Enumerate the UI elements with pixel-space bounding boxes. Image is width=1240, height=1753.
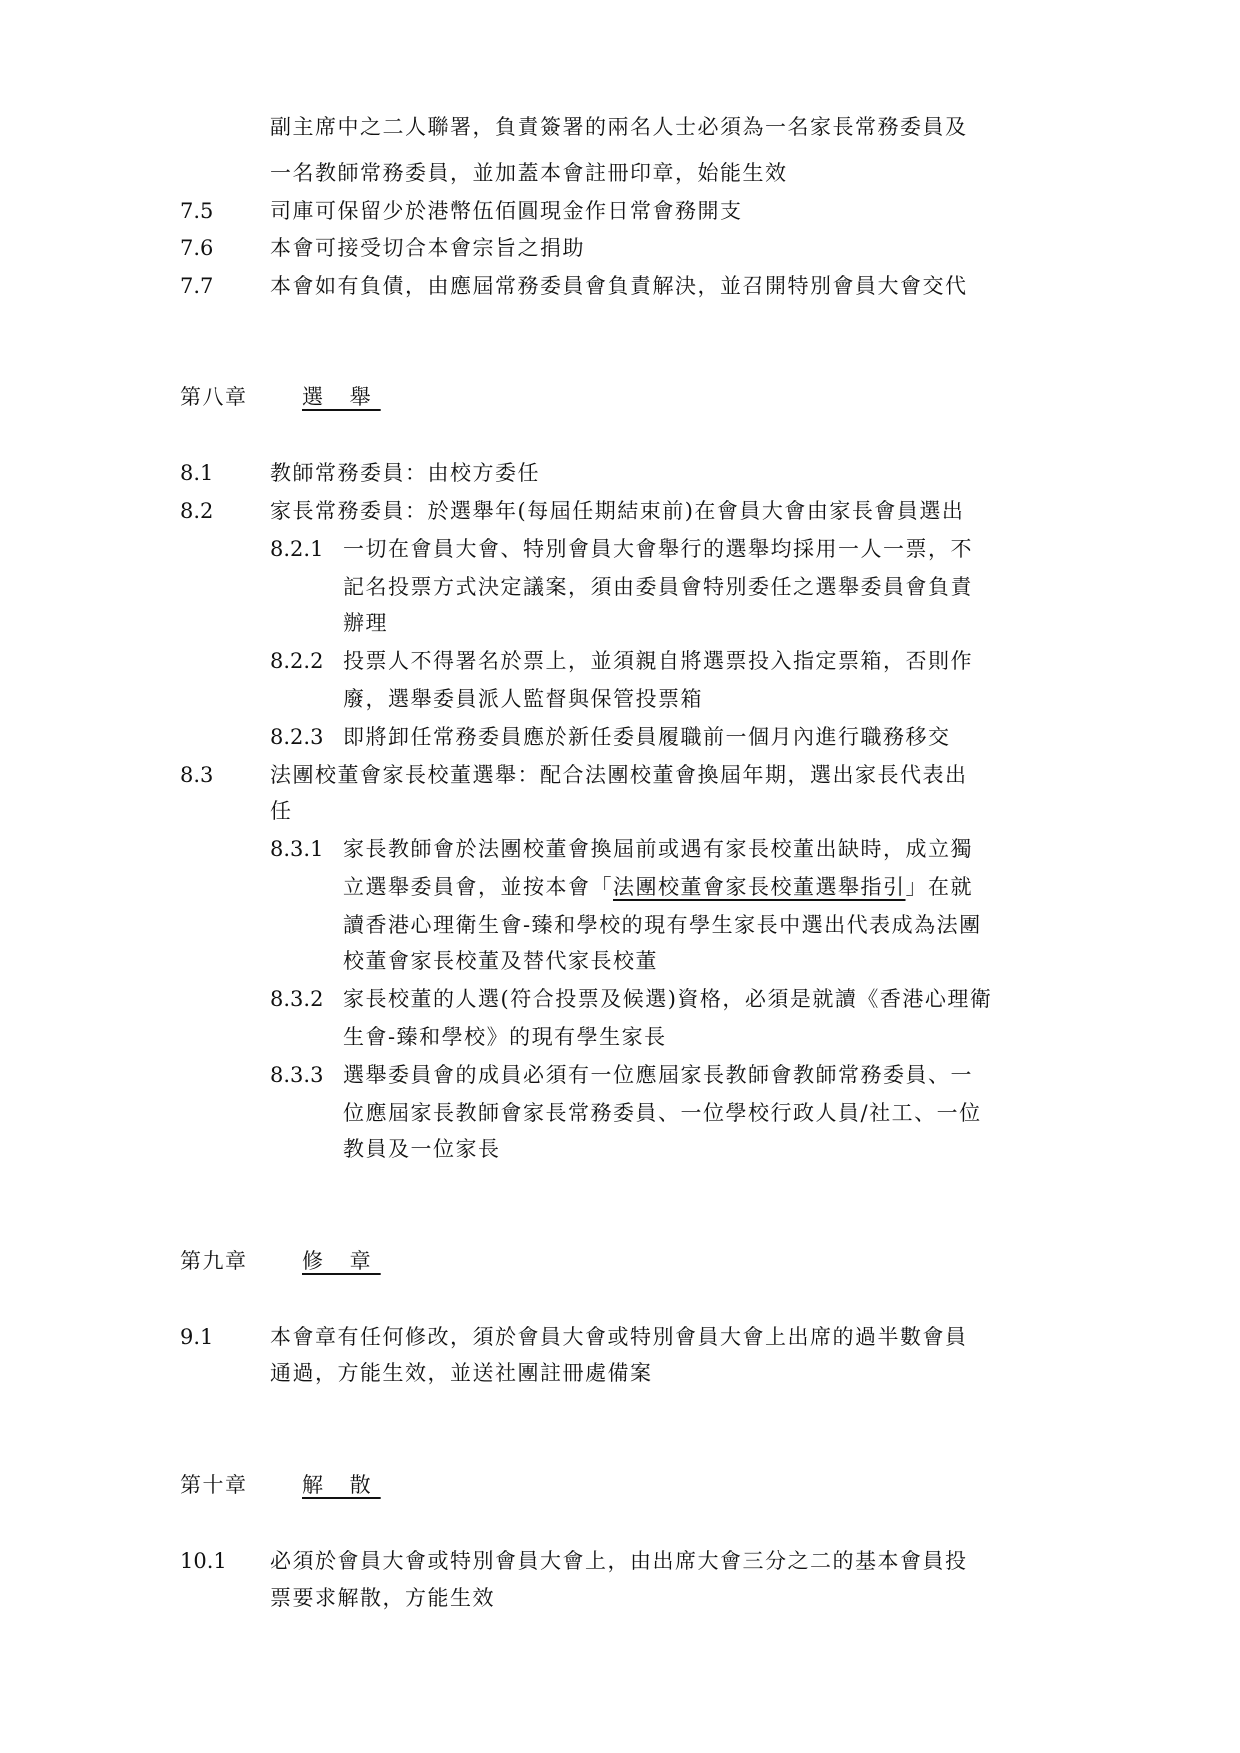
clause-text-7-7: 本會如有負債，由應屆常務委員會負責解決，並召開特別會員大會交代 bbox=[270, 274, 968, 298]
clause-text-8-3-1-line-2 bbox=[343, 872, 973, 902]
clause-text-8-3-1-line-2-post: 」在就 bbox=[905, 875, 973, 899]
clause-text-8-3-2-line-2: 生會-臻和學校》的現有學生家長 bbox=[343, 1025, 667, 1049]
clause-text-8-2: 家長常務委員：於選舉年(每屆任期結束前)在會員大會由家長會員選出 bbox=[270, 499, 965, 523]
s7-cont-line-1: 副主席中之二人聯署，負責簽署的兩名人士必須為一名家長常務委員及 bbox=[270, 115, 968, 139]
clause-text-8-1: 教師常務委員：由校方委任 bbox=[270, 461, 540, 485]
clause-text-9-1-line-1: 本會章有任何修改，須於會員大會或特別會員大會上出席的過半數會員 bbox=[270, 1325, 968, 1349]
clause-number-10-1: 10.1 bbox=[180, 1549, 227, 1573]
chapter-8-title: 選 舉 bbox=[302, 385, 381, 409]
clause-text-8-2-2-line-2: 廢，選舉委員派人監督與保管投票箱 bbox=[343, 687, 703, 711]
clause-number-8-3-1: 8.3.1 bbox=[270, 837, 324, 861]
s7-cont-line-2: 一名教師常務委員，並加蓋本會註冊印章，始能生效 bbox=[270, 161, 788, 185]
clause-number-9-1: 9.1 bbox=[180, 1325, 214, 1349]
clause-text-8-3-line-2: 任 bbox=[270, 799, 293, 823]
clause-text-8-2-3: 即將卸任常務委員應於新任委員履職前一個月內進行職務移交 bbox=[343, 725, 951, 749]
clause-number-7-5: 7.5 bbox=[180, 199, 214, 223]
clause-text-8-3-1-line-4: 校董會家長校董及替代家長校董 bbox=[343, 949, 658, 973]
clause-number-8-3-2: 8.3.2 bbox=[270, 987, 324, 1011]
clause-text-8-3-1-line-2-pre: 立選舉委員會，並按本會「 bbox=[343, 875, 613, 899]
clause-text-7-6: 本會可接受切合本會宗旨之捐助 bbox=[270, 236, 585, 260]
clause-text-8-3-3-line-2: 位應屆家長教師會家長常務委員、一位學校行政人員/社工、一位 bbox=[343, 1101, 982, 1125]
chapter-9-title: 修 章 bbox=[302, 1249, 381, 1273]
chapter-10-label: 第十章 bbox=[180, 1473, 248, 1497]
clause-text-8-3-3-line-3: 教員及一位家長 bbox=[343, 1137, 501, 1161]
clause-text-8-3-line-1: 法團校董會家長校董選舉：配合法團校董會換屆年期，選出家長代表出 bbox=[270, 763, 968, 787]
clause-number-8-2: 8.2 bbox=[180, 499, 214, 523]
clause-text-8-3-1-line-3: 讀香港心理衛生會-臻和學校的現有學生家長中選出代表成為法團 bbox=[343, 913, 982, 937]
election-guideline-reference: 法團校董會家長校董選舉指引 bbox=[613, 875, 906, 899]
clause-number-7-7: 7.7 bbox=[180, 274, 214, 298]
clause-number-8-2-1: 8.2.1 bbox=[270, 537, 324, 561]
clause-text-8-3-3-line-1: 選舉委員會的成員必須有一位應屆家長教師會教師常務委員、一 bbox=[343, 1063, 973, 1087]
clause-text-9-1-line-2: 通過，方能生效，並送社團註冊處備案 bbox=[270, 1361, 653, 1385]
clause-text-7-5: 司庫可保留少於港幣伍佰圓現金作日常會務開支 bbox=[270, 199, 743, 223]
chapter-9-label: 第九章 bbox=[180, 1249, 248, 1273]
clause-text-8-3-2-line-1: 家長校董的人選(符合投票及候選)資格，必須是就讀《香港心理衛 bbox=[343, 987, 993, 1011]
chapter-10-title: 解 散 bbox=[302, 1473, 381, 1497]
clause-number-7-6: 7.6 bbox=[180, 236, 214, 260]
clause-number-8-2-3: 8.2.3 bbox=[270, 725, 324, 749]
clause-text-8-2-1-line-2: 記名投票方式決定議案，須由委員會特別委任之選舉委員會負責 bbox=[343, 575, 973, 599]
clause-number-8-3: 8.3 bbox=[180, 763, 214, 787]
clause-number-8-2-2: 8.2.2 bbox=[270, 649, 324, 673]
clause-text-8-2-1-line-1: 一切在會員大會、特別會員大會舉行的選舉均採用一人一票，不 bbox=[343, 537, 973, 561]
clause-number-8-1: 8.1 bbox=[180, 461, 214, 485]
clause-text-8-3-1-line-1: 家長教師會於法團校董會換屆前或遇有家長校董出缺時，成立獨 bbox=[343, 837, 973, 861]
chapter-8-label: 第八章 bbox=[180, 385, 248, 409]
clause-number-8-3-3: 8.3.3 bbox=[270, 1063, 324, 1087]
clause-text-10-1-line-1: 必須於會員大會或特別會員大會上，由出席大會三分之二的基本會員投 bbox=[270, 1549, 968, 1573]
clause-text-8-2-2-line-1: 投票人不得署名於票上，並須親自將選票投入指定票箱，否則作 bbox=[343, 649, 973, 673]
clause-text-10-1-line-2: 票要求解散，方能生效 bbox=[270, 1586, 495, 1610]
clause-text-8-2-1-line-3: 辦理 bbox=[343, 611, 388, 635]
